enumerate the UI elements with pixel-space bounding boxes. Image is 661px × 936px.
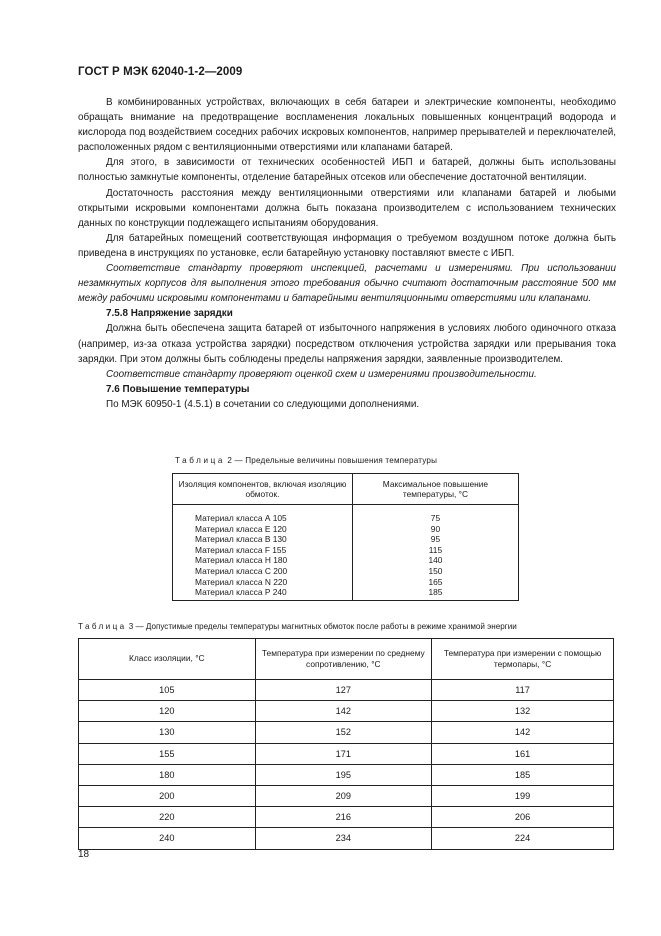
- table-row: [79, 828, 614, 849]
- material-cell: Материал класса F 155: [195, 544, 287, 555]
- insulation-class-cell: 180: [79, 764, 256, 785]
- temperature-rise-table: [172, 473, 519, 601]
- material-cell: Материал класса Р 240: [195, 587, 287, 598]
- table-row: [79, 743, 614, 764]
- column-header: Температура при измерении по среднему сопротивлению, °С: [255, 639, 432, 680]
- table-caption-text: 2 — Предельные величины повышения температуры: [224, 456, 438, 465]
- compliance-note: Соответствие стандарту проверяют оценкой схем и измерениями производительности.: [106, 368, 537, 380]
- resistance-temperature-cell: 127: [255, 680, 432, 701]
- thermocouple-temperature-cell: 224: [432, 828, 614, 849]
- column-header: Максимальное повышение температуры, °С: [352, 474, 518, 505]
- paragraph: Достаточность расстояния между вентиляционными отверстиями или клапанами батарей и любыми открытыми искровыми компонентами должна быть показана производителем с использованием технических данных по конструкции подлежащего испытаниям оборудования.: [78, 187, 616, 229]
- section-heading: 7.5.8 Напряжение зарядки: [106, 308, 233, 320]
- compliance-note: Соответствие стандарту проверяют инспекцией, расчетами и измерениями. При использовании незамкнутых корпусов для выполнения этого требования обычно считают достаточным расстояние 500 мм между рабочими искровыми компонентами и батарейными вентиляционными отверстиями или клапанами.: [78, 263, 616, 305]
- table-caption-text: 3 — Допустимые пределы температуры магнитных обмоток после работы в режиме хранимой энергии: [126, 622, 517, 631]
- table-row: [79, 785, 614, 806]
- resistance-temperature-cell: 209: [255, 785, 432, 806]
- table-caption: [175, 456, 437, 465]
- resistance-temperature-cell: 216: [255, 807, 432, 828]
- resistance-temperature-cell: 171: [255, 743, 432, 764]
- insulation-class-cell: 220: [79, 807, 256, 828]
- thermocouple-temperature-cell: 161: [432, 743, 614, 764]
- insulation-class-cell: 240: [79, 828, 256, 849]
- section-heading: 7.6 Повышение температуры: [106, 383, 250, 395]
- temperature-rise-cell: 165: [428, 576, 443, 587]
- paragraph: В комбинированных устройствах, включающих в себя батареи и электрические компоненты, необходимо обращать внимание на предотвращение воспламенения локальных повышенных концентраций водорода и кислорода под воздействием соседних рабочих искровых компонентов, например прерывателей и переключателей, расположенных рядом с вентиляционными отверстиями или клапанами батарей.: [78, 97, 616, 154]
- paragraph: Должна быть обеспечена защита батарей от избыточного напряжения в условиях любого одиночного отказа (например, из-за отказа устройства зарядки) посредством отключения устройства зарядки или прерывания тока зарядки. При этом должны быть соблюдены пределы напряжения зарядки, заявленные производителем.: [78, 323, 616, 365]
- temperature-rise-cell: 75: [430, 513, 441, 523]
- thermocouple-temperature-cell: 185: [432, 764, 614, 785]
- thermocouple-temperature-cell: 206: [432, 807, 614, 828]
- paragraph: Для батарейных помещений соответствующая информация о требуемом воздушном потоке должна быть приведена в инструкциях по установке, если батарейную установку поставляют вместе с ИБП.: [78, 232, 616, 259]
- thermocouple-temperature-cell: 132: [432, 701, 614, 722]
- insulation-class-cell: 120: [79, 701, 256, 722]
- temperature-rise-cell: 95: [430, 534, 441, 545]
- resistance-temperature-cell: 234: [255, 828, 432, 849]
- temperature-rise-cell: 90: [430, 523, 441, 534]
- paragraph: Для этого, в зависимости от технических особенностей ИБП и батарей, должны быть использованы полностью замкнутые компоненты, отделение батарейных отсеков или обеспечение достаточной вентиляции.: [78, 157, 616, 184]
- temperature-rise-cell: 150: [428, 565, 443, 576]
- insulation-class-cell: 200: [79, 785, 256, 806]
- resistance-temperature-cell: 142: [255, 701, 432, 722]
- column-header: Изоляция компонентов, включая изоляцию обмоток.: [173, 474, 353, 505]
- column-header: Класс изоляции, °С: [79, 639, 256, 680]
- table-row: [79, 680, 614, 701]
- material-cell: Материал класса Н 180: [195, 555, 288, 566]
- insulation-class-cell: 155: [79, 743, 256, 764]
- body-text: [78, 95, 616, 412]
- thermocouple-temperature-cell: 117: [432, 680, 614, 701]
- table-caption: [78, 622, 517, 631]
- table-row: [79, 722, 614, 743]
- page-number: 18: [78, 849, 90, 860]
- column-header: Температура при измерении с помощью термопары, °С: [432, 639, 614, 680]
- table-caption-word: Таблица: [175, 456, 225, 465]
- material-cell: Материал класса В 130: [195, 534, 287, 545]
- temperature-rise-cell: 185: [428, 587, 443, 598]
- material-cell: Материал класса Е 120: [195, 523, 287, 534]
- thermocouple-temperature-cell: 142: [432, 722, 614, 743]
- insulation-class-cell: 105: [79, 680, 256, 701]
- table-row: [79, 807, 614, 828]
- thermocouple-temperature-cell: 199: [432, 785, 614, 806]
- material-cell: Материал класса С 200: [195, 565, 288, 576]
- material-cell: Материал класса N 220: [195, 576, 288, 587]
- paragraph: По МЭК 60950-1 (4.5.1) в сочетании со следующими дополнениями.: [106, 398, 420, 410]
- document-header: ГОСТ Р МЭК 62040-1-2—2009: [78, 66, 243, 78]
- resistance-temperature-cell: 195: [255, 764, 432, 785]
- table-row: [79, 701, 614, 722]
- table-caption-word: Таблица: [78, 622, 127, 631]
- value-column: [352, 505, 518, 601]
- temperature-rise-cell: 115: [428, 544, 443, 555]
- resistance-temperature-cell: 152: [255, 722, 432, 743]
- table-row: [79, 764, 614, 785]
- table-row: [173, 505, 519, 601]
- material-column: [173, 505, 353, 601]
- material-cell: Материал класса А 105: [195, 513, 287, 523]
- winding-temperature-table: [78, 638, 614, 850]
- temperature-rise-cell: 140: [428, 555, 443, 566]
- insulation-class-cell: 130: [79, 722, 256, 743]
